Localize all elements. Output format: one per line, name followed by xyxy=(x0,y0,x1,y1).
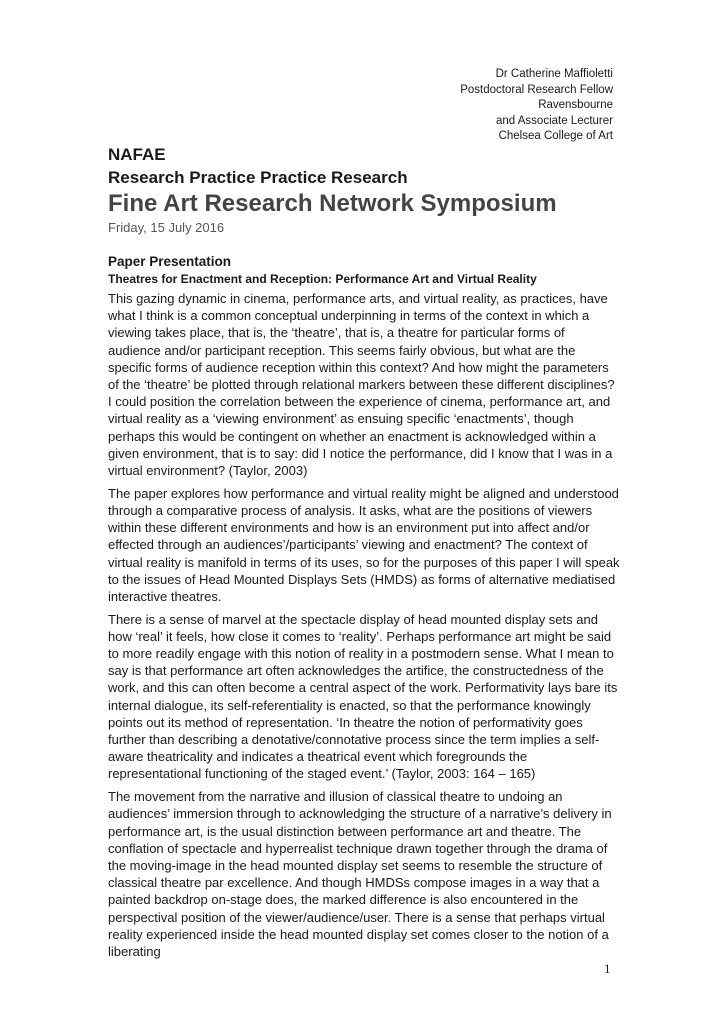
paragraph: There is a sense of marvel at the spectacle display of head mounted display sets and how ‘real’ it feels, how close it comes to ‘reality’. Perhaps performance art might be said to more readily engage with this notion of reality in a postmodern sense. What I mean to say is that performance art often acknowledges the artifice, the constructedness of the work, and this can often become a central aspect of the work. Performativity lays bare its internal dialogue, its self-referentiality is enacted, so that the performance knowingly points out its method of representation. ‘In theatre the notion of performativity goes further than describing a denotative/connotative process since the term implies a self-aware theatricality and indicates a theatrical event which foregrounds the representational functioning of the staged event.’ (Taylor, 2003: 164 – 165) xyxy=(108,611,618,782)
presentation-label: Paper Presentation xyxy=(108,254,232,269)
series-title: Research Practice Practice Research xyxy=(108,168,408,187)
author-name: Dr Catherine Maffioletti xyxy=(495,68,613,80)
body-text xyxy=(108,290,620,966)
paper-title: Theatres for Enactment and Reception: Performance Art and Virtual Reality xyxy=(108,272,537,286)
paragraph: The paper explores how performance and virtual reality might be aligned and understood through a comparative process of analysis. It asks, what are the positions of viewers within these different environments and how is an environment put into affect and/or effected through an audiences’/participants’ viewing and enactment? The context of virtual reality is manifold in terms of its uses, so for the purposes of this paper I will speak to the issues of Head Mounted Displays Sets (HMDS) as forms of alternative mediatised interactive theatres. xyxy=(108,485,620,604)
author-block xyxy=(460,67,613,145)
org-title: NAFAE xyxy=(108,145,166,164)
page-number: 1 xyxy=(604,961,611,976)
author-institution: Ravensbourne xyxy=(538,99,613,111)
paragraph: The movement from the narrative and illusion of classical theatre to undoing an audiences’ immersion through to acknowledging the structure of a narrative’s delivery in performance art, is the usual distinction between performance art and theatre. The conflation of spectacle and hyperrealist technique drawn together through the drama of the moving-image in the head mounted display set seems to resemble the structure of classical theatre par excellence. And though HMDSs compose images in a way that a painted backdrop on-stage does, the marked difference is also encountered in the perspectival position of the viewer/audience/user. There is a sense that perhaps virtual reality experienced inside the head mounted display set comes closer to the notion of a liberating xyxy=(108,789,612,960)
paragraph: This gazing dynamic in cinema, performance arts, and virtual reality, as practices, have what I think is a common conceptual underpinning in terms of the context in which a viewing takes place, that is, the ‘theatre’, that is, a theatre for particular forms of audience and/or participant reception. This seems fairly obvious, but what are the specific forms of audience reception within this context? And how might the parameters of the ‘theatre’ be plotted through relational markers between these different disciplines? I could position the correlation between the experience of cinema, performance art, and virtual reality as a ‘viewing environment’ as ensuing specific ‘enactments’, though perhaps this would be contingent on whether an enactment is acknowledged within a given environment, that is to say: did I notice the performance, did I know that I was in a virtual environment? (Taylor, 2003) xyxy=(108,291,615,479)
event-title: Fine Art Research Network Symposium xyxy=(108,190,557,217)
document-header xyxy=(108,144,618,287)
event-date: Friday, 15 July 2016 xyxy=(108,220,225,235)
author-institution-2: Chelsea College of Art xyxy=(498,130,613,142)
author-role-2: and Associate Lecturer xyxy=(496,114,613,127)
author-role: Postdoctoral Research Fellow xyxy=(460,83,613,96)
